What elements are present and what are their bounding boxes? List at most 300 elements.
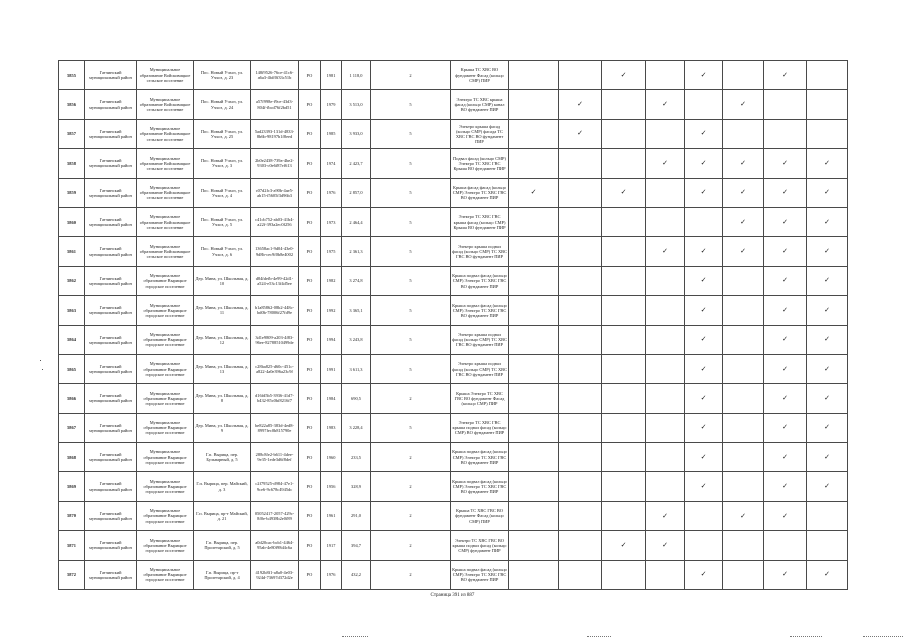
cell-district: Гатчинский муниципальный район xyxy=(85,354,137,383)
check-mark-icon: ✓ xyxy=(662,158,668,167)
cell-area: 291,0 xyxy=(342,501,371,530)
housing-register-table xyxy=(58,60,849,590)
cell-work-7 xyxy=(764,501,807,530)
cell-work-2 xyxy=(559,237,602,266)
check-mark-icon: ✓ xyxy=(740,158,746,167)
cell-district: Гатчинский муниципальный район xyxy=(85,178,137,207)
cell-work-5 xyxy=(685,178,723,207)
cell-work-2 xyxy=(559,266,602,295)
cell-work-4 xyxy=(646,149,685,178)
check-mark-icon: ✓ xyxy=(740,247,746,256)
cell-address: Г.п. Вырица, пер. Бульварный, д. 5 xyxy=(194,443,251,472)
cell-type: РО xyxy=(299,149,321,178)
cell-district: Гатчинский муниципальный район xyxy=(85,119,137,148)
cell-works: Крыша подвал фасад (кольцо СМР) Электро ТС ХВС ГВС ВО фундамент ПИР xyxy=(451,443,509,472)
cell-district: Гатчинский муниципальный район xyxy=(85,61,137,90)
check-mark-icon: ✓ xyxy=(782,276,788,285)
cell-work-6 xyxy=(723,178,764,207)
cell-work-8 xyxy=(807,119,848,148)
cell-work-8 xyxy=(807,61,848,90)
cell-code: a57f998e-f9ce-43d3-804f-fbcd76f2bd51 xyxy=(251,90,299,119)
cell-work-8 xyxy=(807,354,848,383)
cell-type: РО xyxy=(299,413,321,442)
cell-district: Гатчинский муниципальный район xyxy=(85,413,137,442)
cell-address: Г.п. Вырица, пер. Майский, д. 3 xyxy=(194,472,251,501)
check-mark-icon: ✓ xyxy=(782,335,788,344)
cell-num: 5860 xyxy=(59,207,85,236)
table-row xyxy=(59,61,849,90)
cell-works: Крыша подвал фасад (кольцо СМР) Электро ТС ХВС ГВС ВО фундамент ПИР xyxy=(451,296,509,325)
cell-address: Г.п. Вырица, пр-т Майский, д. 21 xyxy=(194,501,251,530)
cell-work-8 xyxy=(807,178,848,207)
cell-work-3 xyxy=(602,325,646,354)
table-row xyxy=(59,501,849,530)
cell-municipality: Муниципальное образование Вырицкое городское поселение xyxy=(137,443,194,472)
cell-work-4 xyxy=(646,207,685,236)
check-mark-icon: ✓ xyxy=(662,247,668,256)
cell-work-3 xyxy=(602,207,646,236)
cell-work-4 xyxy=(646,237,685,266)
cell-work-5 xyxy=(685,384,723,413)
check-mark-icon: ✓ xyxy=(782,482,788,491)
table-row xyxy=(59,443,849,472)
cell-work-8 xyxy=(807,501,848,530)
cell-work-4 xyxy=(646,531,685,560)
cell-floors: 5 xyxy=(371,149,451,178)
cell-year: 1960 xyxy=(321,443,342,472)
cell-work-3 xyxy=(602,501,646,530)
cell-type: РО xyxy=(299,325,321,354)
table-row xyxy=(59,296,849,325)
check-mark-icon: ✓ xyxy=(700,364,707,373)
cell-type: РО xyxy=(299,178,321,207)
table-row xyxy=(59,531,849,560)
cell-work-4 xyxy=(646,354,685,383)
cell-work-1 xyxy=(509,61,559,90)
cell-work-3 xyxy=(602,472,646,501)
cell-work-6 xyxy=(723,237,764,266)
check-mark-icon: ✓ xyxy=(700,393,707,402)
cell-work-2 xyxy=(559,560,602,589)
cell-floors: 5 xyxy=(371,325,451,354)
cell-district: Гатчинский муниципальный район xyxy=(85,472,137,501)
cell-type: РО xyxy=(299,296,321,325)
cell-work-7 xyxy=(764,207,807,236)
cell-area: 2 361,3 xyxy=(342,237,371,266)
cell-code: 5ad23393-131d-4833-8b6b-98197b1f8eed xyxy=(251,119,299,148)
cell-floors: 2 xyxy=(371,61,451,90)
cell-area: 2 857,0 xyxy=(342,178,371,207)
cell-num: 5861 xyxy=(59,237,85,266)
cell-work-8 xyxy=(807,325,848,354)
cell-work-3 xyxy=(602,178,646,207)
cell-year: 1956 xyxy=(321,472,342,501)
cell-num: 5864 xyxy=(59,325,85,354)
check-mark-icon: ✓ xyxy=(824,276,830,285)
cell-municipality: Муниципальное образование Вырицкое городское поселение xyxy=(137,266,194,295)
cell-municipality: Муниципальное образование Вырицкое городское поселение xyxy=(137,560,194,589)
cell-year: 1976 xyxy=(321,560,342,589)
cell-year: 1992 xyxy=(321,296,342,325)
cell-area: 3 933,0 xyxy=(342,119,371,148)
cell-type: РО xyxy=(299,237,321,266)
cell-work-5 xyxy=(685,501,723,530)
cell-address: Дер. Мина, ул. Школьная, д. 11 xyxy=(194,296,251,325)
check-mark-icon: ✓ xyxy=(782,247,788,256)
check-mark-icon: ✓ xyxy=(662,511,668,520)
check-mark-icon: ✓ xyxy=(782,158,788,167)
cell-work-6 xyxy=(723,90,764,119)
check-mark-icon: ✓ xyxy=(824,188,830,197)
check-mark-icon: ✓ xyxy=(782,570,788,579)
cell-num: 5870 xyxy=(59,501,85,530)
cell-work-2 xyxy=(559,472,602,501)
table-row xyxy=(59,325,849,354)
cell-work-1 xyxy=(509,501,559,530)
cell-work-1 xyxy=(509,413,559,442)
cell-area: 1 118,0 xyxy=(342,61,371,90)
register-rows xyxy=(59,61,849,590)
check-mark-icon: ✓ xyxy=(577,100,583,109)
cell-type: РО xyxy=(299,501,321,530)
cell-address: Пос. Новый Учхоз, ул. Учхоз, д. 3 xyxy=(194,149,251,178)
cell-district: Гатчинский муниципальный район xyxy=(85,237,137,266)
cell-work-8 xyxy=(807,90,848,119)
cell-num: 5868 xyxy=(59,443,85,472)
check-mark-icon: ✓ xyxy=(824,158,830,167)
check-mark-icon: ✓ xyxy=(700,482,707,491)
cell-work-8 xyxy=(807,296,848,325)
cell-num: 5858 xyxy=(59,149,85,178)
check-mark-icon: ✓ xyxy=(782,423,788,432)
cell-year: 1976 xyxy=(321,178,342,207)
cell-area: 3 228,4 xyxy=(342,413,371,442)
cell-area: 3 513,0 xyxy=(342,90,371,119)
cell-district: Гатчинский муниципальный район xyxy=(85,531,137,560)
scan-artifact-dots xyxy=(587,636,611,638)
cell-work-1 xyxy=(509,531,559,560)
cell-district: Гатчинский муниципальный район xyxy=(85,325,137,354)
cell-work-5 xyxy=(685,149,723,178)
cell-works: Крыша подвал фасад (кольцо СМР) Электро ТС ХВС ГВС ВО фундамент ПИР xyxy=(451,560,509,589)
check-mark-icon: ✓ xyxy=(824,364,830,373)
cell-area: 432,2 xyxy=(342,560,371,589)
cell-num: 5855 xyxy=(59,61,85,90)
cell-num: 5872 xyxy=(59,560,85,589)
check-mark-icon: ✓ xyxy=(782,511,788,520)
cell-floors: 5 xyxy=(371,90,451,119)
cell-work-1 xyxy=(509,472,559,501)
cell-works: Электро крыша фасад (кольцо СМР) фасада ТС ХВС ГВС ВО фундамент ПИР xyxy=(451,119,509,148)
cell-work-6 xyxy=(723,296,764,325)
check-mark-icon: ✓ xyxy=(782,452,788,461)
cell-work-1 xyxy=(509,207,559,236)
table-row xyxy=(59,119,849,148)
check-mark-icon: ✓ xyxy=(700,570,707,579)
check-mark-icon: ✓ xyxy=(700,305,707,314)
cell-type: РО xyxy=(299,61,321,90)
cell-area: 233,5 xyxy=(342,443,371,472)
cell-code: c07d2fc3-a90b-4ae5-ab15-f5605f3d96b3 xyxy=(251,178,299,207)
cell-work-4 xyxy=(646,178,685,207)
scan-artifact-dots xyxy=(863,636,903,638)
cell-type: РО xyxy=(299,354,321,383)
cell-work-2 xyxy=(559,531,602,560)
cell-work-3 xyxy=(602,296,646,325)
cell-work-7 xyxy=(764,531,807,560)
cell-area: 328,9 xyxy=(342,472,371,501)
cell-work-4 xyxy=(646,119,685,148)
cell-floors: 5 xyxy=(371,413,451,442)
cell-work-4 xyxy=(646,501,685,530)
cell-area: 2 423,7 xyxy=(342,149,371,178)
cell-floors: 2 xyxy=(371,472,451,501)
cell-num: 5869 xyxy=(59,472,85,501)
scan-artifact-dots xyxy=(342,636,368,638)
cell-work-6 xyxy=(723,325,764,354)
cell-num: 5856 xyxy=(59,90,85,119)
cell-year: 1975 xyxy=(321,237,342,266)
cell-work-3 xyxy=(602,560,646,589)
check-mark-icon: ✓ xyxy=(740,100,746,109)
cell-code: c28ba825-d60c-451c-a822-4a0e396a23c9f xyxy=(251,354,299,383)
check-mark-icon: ✓ xyxy=(620,188,627,197)
cell-works: Подвал фасад (кольцо СМР) Электро ТС ХВС ГВС Крыша ВО фундамент ПИР xyxy=(451,149,509,178)
check-mark-icon: ✓ xyxy=(700,70,707,79)
scan-artifact-speck xyxy=(42,369,43,370)
cell-work-1 xyxy=(509,325,559,354)
cell-year: 1984 xyxy=(321,384,342,413)
cell-work-3 xyxy=(602,443,646,472)
cell-num: 5857 xyxy=(59,119,85,148)
cell-work-6 xyxy=(723,413,764,442)
cell-work-7 xyxy=(764,354,807,383)
cell-district: Гатчинский муниципальный район xyxy=(85,207,137,236)
cell-work-1 xyxy=(509,90,559,119)
check-mark-icon: ✓ xyxy=(824,482,830,491)
check-mark-icon: ✓ xyxy=(700,452,707,461)
cell-work-2 xyxy=(559,413,602,442)
cell-work-2 xyxy=(559,90,602,119)
check-mark-icon: ✓ xyxy=(700,335,707,344)
cell-code: 288c8fe2-b611-4dee-9e35-1ede3d6f8def xyxy=(251,443,299,472)
check-mark-icon: ✓ xyxy=(782,305,788,314)
cell-work-2 xyxy=(559,384,602,413)
cell-work-6 xyxy=(723,61,764,90)
cell-municipality: Муниципальное образование Вырицкое городское поселение xyxy=(137,325,194,354)
check-mark-icon: ✓ xyxy=(824,305,830,314)
cell-works: Крыша Электро ТС ХВС ГВС ВО фундамент Фасад (кольцо СМР) ПИР xyxy=(451,384,509,413)
check-mark-icon: ✓ xyxy=(662,100,668,109)
cell-work-3 xyxy=(602,354,646,383)
cell-work-1 xyxy=(509,354,559,383)
cell-municipality: Муниципальное образование Вырицкое городское поселение xyxy=(137,296,194,325)
cell-address: Пос. Новый Учхоз, ул. Учхоз, д. 6 xyxy=(194,237,251,266)
cell-district: Гатчинский муниципальный район xyxy=(85,560,137,589)
cell-work-6 xyxy=(723,354,764,383)
cell-district: Гатчинский муниципальный район xyxy=(85,90,137,119)
cell-work-3 xyxy=(602,90,646,119)
check-mark-icon: ✓ xyxy=(740,188,746,197)
cell-work-1 xyxy=(509,443,559,472)
cell-floors: 2 xyxy=(371,501,451,530)
cell-work-5 xyxy=(685,207,723,236)
cell-municipality: Муниципальное образование Войсковицкое сельское поселение xyxy=(137,178,194,207)
check-mark-icon: ✓ xyxy=(782,364,788,373)
cell-work-3 xyxy=(602,266,646,295)
cell-work-8 xyxy=(807,237,848,266)
cell-work-1 xyxy=(509,384,559,413)
cell-area: 690,5 xyxy=(342,384,371,413)
cell-work-3 xyxy=(602,413,646,442)
cell-work-2 xyxy=(559,119,602,148)
cell-work-5 xyxy=(685,531,723,560)
cell-work-6 xyxy=(723,384,764,413)
cell-work-3 xyxy=(602,61,646,90)
cell-work-3 xyxy=(602,384,646,413)
cell-floors: 2 xyxy=(371,384,451,413)
cell-municipality: Муниципальное образование Войсковицкое сельское поселение xyxy=(137,61,194,90)
check-mark-icon: ✓ xyxy=(782,70,788,79)
check-mark-icon: ✓ xyxy=(700,247,707,256)
check-mark-icon: ✓ xyxy=(700,129,707,138)
check-mark-icon: ✓ xyxy=(824,335,830,344)
cell-work-2 xyxy=(559,149,602,178)
cell-work-3 xyxy=(602,149,646,178)
check-mark-icon: ✓ xyxy=(577,129,583,138)
cell-type: РО xyxy=(299,384,321,413)
cell-work-7 xyxy=(764,443,807,472)
cell-work-4 xyxy=(646,266,685,295)
cell-work-5 xyxy=(685,354,723,383)
cell-work-8 xyxy=(807,531,848,560)
cell-work-8 xyxy=(807,560,848,589)
cell-district: Гатчинский муниципальный район xyxy=(85,384,137,413)
cell-year: 1991 xyxy=(321,354,342,383)
cell-work-4 xyxy=(646,443,685,472)
cell-work-3 xyxy=(602,237,646,266)
cell-year: 1917 xyxy=(321,531,342,560)
cell-code: 13658ac1-9d04-43e0-9d8b-cec9f0b8e4002 xyxy=(251,237,299,266)
cell-work-5 xyxy=(685,413,723,442)
cell-work-2 xyxy=(559,325,602,354)
cell-work-7 xyxy=(764,472,807,501)
cell-floors: 5 xyxy=(371,266,451,295)
check-mark-icon: ✓ xyxy=(620,540,627,549)
cell-work-7 xyxy=(764,266,807,295)
check-mark-icon: ✓ xyxy=(700,423,707,432)
cell-work-6 xyxy=(723,443,764,472)
cell-works: Электро ТС ХВС крыша фасад (кольцо СМР) канал ВО фундамент ПИР xyxy=(451,90,509,119)
cell-work-4 xyxy=(646,384,685,413)
cell-type: РО xyxy=(299,443,321,472)
cell-district: Гатчинский муниципальный район xyxy=(85,266,137,295)
table-row xyxy=(59,178,849,207)
cell-type: РО xyxy=(299,207,321,236)
cell-work-1 xyxy=(509,178,559,207)
cell-work-4 xyxy=(646,560,685,589)
table-row xyxy=(59,207,849,236)
cell-year: 1981 xyxy=(321,61,342,90)
table-row xyxy=(59,472,849,501)
cell-work-8 xyxy=(807,472,848,501)
cell-work-2 xyxy=(559,207,602,236)
cell-district: Гатчинский муниципальный район xyxy=(85,149,137,178)
cell-municipality: Муниципальное образование Войсковицкое сельское поселение xyxy=(137,90,194,119)
check-mark-icon: ✓ xyxy=(824,452,830,461)
check-mark-icon: ✓ xyxy=(620,70,627,79)
cell-work-3 xyxy=(602,119,646,148)
cell-work-6 xyxy=(723,560,764,589)
table-row xyxy=(59,560,849,589)
cell-year: 1979 xyxy=(321,90,342,119)
cell-code: c41cb752-ab03-41b4-a22f-393a2ec0f256 xyxy=(251,207,299,236)
cell-work-7 xyxy=(764,149,807,178)
cell-works: Крыша подвал фасад (кольцо СМР) Электро ТС ХВС ГВС ВО фундамент ПИР xyxy=(451,266,509,295)
cell-work-6 xyxy=(723,149,764,178)
table-row xyxy=(59,149,849,178)
cell-floors: 5 xyxy=(371,178,451,207)
cell-year: 1973 xyxy=(321,207,342,236)
table-row xyxy=(59,237,849,266)
cell-work-2 xyxy=(559,61,602,90)
cell-floors: 5 xyxy=(371,296,451,325)
cell-code: 148f9526-76ce-41c6-a6a3-4bff0f33c51b xyxy=(251,61,299,90)
cell-work-5 xyxy=(685,266,723,295)
cell-code: 3d1e9809-a203-4f83-96ee-82788510499de xyxy=(251,325,299,354)
cell-type: РО xyxy=(299,90,321,119)
cell-work-1 xyxy=(509,296,559,325)
cell-address: Г.п. Вырица, пр-т Пролетарский, д. 4 xyxy=(194,560,251,589)
cell-district: Гатчинский муниципальный район xyxy=(85,443,137,472)
cell-municipality: Муниципальное образование Войсковицкое сельское поселение xyxy=(137,207,194,236)
cell-work-1 xyxy=(509,119,559,148)
cell-work-1 xyxy=(509,266,559,295)
cell-type: РО xyxy=(299,266,321,295)
cell-work-6 xyxy=(723,501,764,530)
cell-work-4 xyxy=(646,61,685,90)
cell-floors: 5 xyxy=(371,237,451,266)
cell-works: Крыша подвал фасад (кольцо СМР) Электро ТС ХВС ГВС ВО фундамент ПИР xyxy=(451,472,509,501)
cell-municipality: Муниципальное образование Вырицкое городское поселение xyxy=(137,501,194,530)
cell-work-5 xyxy=(685,61,723,90)
cell-works: Электро крыша подвал фасад (кольцо СМР) ТС ХВС ГВС ВО фундамент ПИР xyxy=(451,325,509,354)
cell-municipality: Муниципальное образование Войсковицкое сельское поселение xyxy=(137,149,194,178)
cell-work-2 xyxy=(559,501,602,530)
cell-work-5 xyxy=(685,237,723,266)
cell-work-1 xyxy=(509,149,559,178)
cell-address: Дер. Мина, ул. Школьная, д. 13 xyxy=(194,354,251,383)
check-mark-icon: ✓ xyxy=(824,247,830,256)
cell-num: 5867 xyxy=(59,413,85,442)
cell-code: be822a85-383d-4ed8-8997fec0b815790e xyxy=(251,413,299,442)
cell-works: Электро ТС ХВС ГВС крыша подвал фасад (кольцо СМР) ВО фундамент ПИР xyxy=(451,413,509,442)
check-mark-icon: ✓ xyxy=(740,217,746,226)
cell-work-7 xyxy=(764,119,807,148)
cell-work-5 xyxy=(685,119,723,148)
cell-work-2 xyxy=(559,443,602,472)
cell-work-5 xyxy=(685,443,723,472)
cell-address: Пос. Новый Учхоз, ул. Учхоз, д. 5 xyxy=(194,207,251,236)
cell-area: 394,7 xyxy=(342,531,371,560)
cell-num: 5859 xyxy=(59,178,85,207)
cell-code: d16fd5b5-3936-41d7-b432-85c0bf8216f7 xyxy=(251,384,299,413)
table-row xyxy=(59,266,849,295)
cell-address: Г.п. Вырица, пер. Пролетарский, д. 5 xyxy=(194,531,251,560)
cell-work-8 xyxy=(807,149,848,178)
cell-area: 2 464,4 xyxy=(342,207,371,236)
cell-code: 05052417-2057-429c-8f0e-b4938b2e0f89 xyxy=(251,501,299,530)
